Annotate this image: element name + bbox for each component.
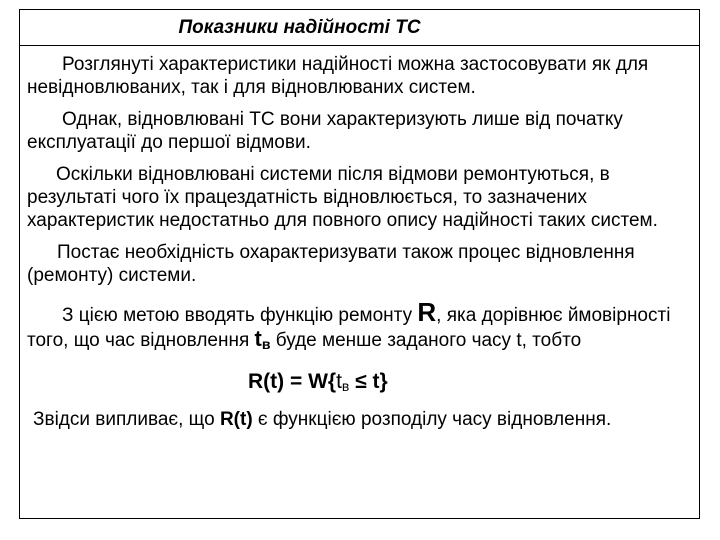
title-row	[20, 10, 699, 46]
paragraph-5-text-b: , яка дорівнює ймовірності того, що час відновлення	[27, 305, 671, 351]
formula-right: ≤ t}	[349, 370, 388, 393]
paragraph-6-text-a: Звідси випливає, що	[33, 409, 220, 430]
paragraph-3: Оскільки відновлювані системи після відмови ремонтуються, в результаті чого їх працездатність відновлюється, то зазначених характеристик недостатньо для повного опису надійності таких систем.	[27, 164, 658, 231]
formula-subscript: в	[341, 378, 350, 394]
page-title: Показники надійності ТС	[178, 16, 421, 38]
paragraph-6	[27, 408, 693, 431]
paragraph-1: Розглянуті характеристики надійності можна застосовувати як для невідновлюваних, так і для відновлюваних систем.	[27, 54, 649, 98]
repair-function-formula	[27, 370, 693, 398]
distribution-function-symbol: R(t)	[219, 409, 253, 430]
paragraph-6-text-b: є функцією розподілу часу відновлення.	[252, 409, 612, 430]
paragraph-2: Однак, відновлювані ТС вони характеризують лише від початку експлуатації до першої відмови.	[27, 109, 623, 153]
formula-t: t	[336, 370, 342, 393]
paragraph-5-text-a: З цією метою вводять функцію ремонту	[62, 305, 418, 326]
recovery-time-symbol: t	[254, 326, 262, 351]
paragraph-5	[27, 297, 693, 356]
paragraph-4: Постає необхідність охарактеризувати також процес відновлення (ремонту) системи.	[27, 242, 635, 286]
repair-function-symbol: R	[417, 297, 437, 327]
paragraph-5-text-c: буде менше заданого часу t, тобто	[270, 330, 582, 351]
slide-frame	[19, 9, 700, 519]
recovery-time-subscript: в	[261, 336, 271, 352]
formula-left: R(t) = W{	[248, 370, 337, 393]
content-area	[20, 46, 699, 431]
